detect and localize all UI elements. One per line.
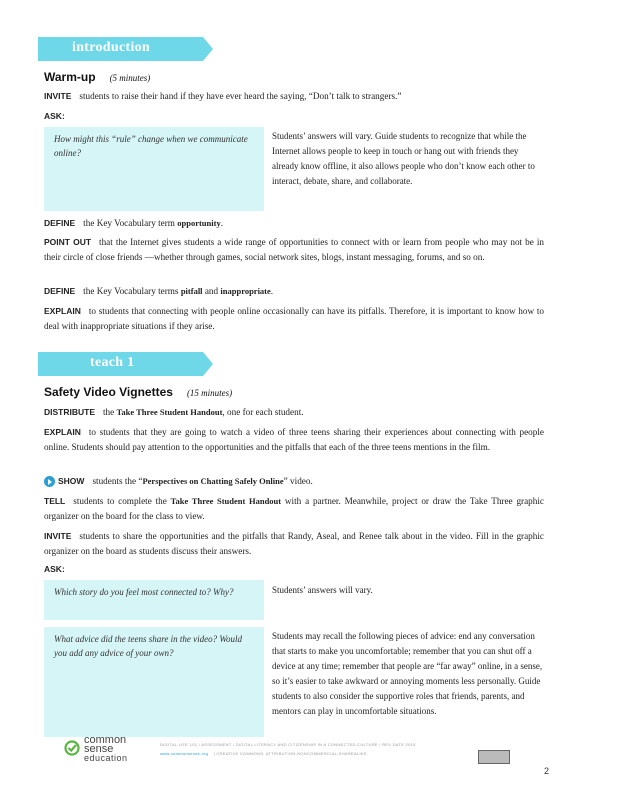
explain-paragraph-2 (44, 425, 544, 455)
footer-license-line (160, 751, 367, 756)
question-text: How might this “rule” change when we communicate online? (54, 134, 248, 158)
vocab-term: inappropriate (220, 286, 271, 296)
keyword: INVITE (44, 531, 72, 541)
vocab-term: opportunity (177, 218, 221, 228)
paragraph-text: to students that they are going to watch a video of three teens sharing their experiences about connecting with people online. Students should pay attention to the opportunities and the pitfalls that each of the three teens mentions in the film. (44, 427, 544, 452)
logo-text: sense (84, 743, 114, 755)
text: students to complete the (73, 496, 167, 506)
keyword: TELL (44, 496, 66, 506)
paragraph-text: that the Internet gives students a wide range of opportunities to connect with or learn from people who may not be in their circle of close friends —whether through games, social network sites, blogs, instant messaging, forums, and so on. (44, 237, 545, 262)
text: students the “ (92, 476, 143, 486)
banner-title: introduction (72, 40, 151, 55)
answer-text: Students’ answers will vary. (272, 585, 373, 595)
text: , one for each student. (222, 407, 304, 417)
teach-duration: (15 minutes) (186, 388, 233, 398)
distribute-paragraph (44, 405, 544, 420)
section-banner-teach (38, 352, 203, 376)
question-text: Which story do you feel most connected to? Why? (54, 587, 234, 597)
handout-term: Take Three Student Handout (170, 496, 282, 506)
paragraph-text: to students that connecting with people online occasionally can have its pitfalls. Therefore, it is important to know how to deal with inappropriate situations if they arise. (44, 306, 544, 331)
handout-term: Take Three Student Handout (116, 407, 223, 417)
paragraph-text: students to share the opportunities and the pitfalls that Randy, Aseal, and Renee talk about in the video. Fill in the graphic organizer on the board as students discuss their answers. (44, 531, 544, 556)
footer-license: | CREATIVE COMMONS: ATTRIBUTION-NONCOMMERCIAL-SHAREALIKE (213, 751, 367, 756)
keyword: DEFINE (44, 286, 76, 296)
creative-commons-badge-icon (478, 750, 510, 764)
footer-course-line: DIGITAL LIFE 101 / ASSESSMENT / DIGITAL LITERACY AND CITIZENSHIP IN A CONNECTED CULTURE / REV DATE 2015 (160, 742, 416, 747)
question-text: What advice did the teens share in the video? Would you add any advice of your own? (54, 634, 243, 658)
keyword: SHOW (58, 476, 85, 486)
text: with a partner. Meanwhile, project or draw the Take Three graphic organizer on the board for the class to view. (44, 496, 544, 521)
ask-label: ASK: (44, 111, 65, 121)
checkmark-logo-icon (64, 740, 80, 756)
warmup-title: Warm-up (44, 70, 96, 84)
footer-url[interactable]: www.commonsense.org (160, 751, 209, 756)
vocab-term: pitfall (180, 286, 203, 296)
keyword: INVITE (44, 91, 72, 101)
text: ” video. (283, 476, 313, 486)
question-box (44, 580, 264, 620)
invite-paragraph-2 (44, 529, 544, 559)
page-number: 2 (544, 766, 550, 776)
paragraph-text: students to raise their hand if they have ever heard the saying, “Don’t talk to strangers.” (79, 91, 402, 101)
keyword: POINT OUT (44, 237, 92, 247)
text: the Key Vocabulary terms (83, 286, 179, 296)
text: . (220, 218, 223, 228)
banner-title: teach 1 (90, 355, 135, 370)
keyword: DISTRIBUTE (44, 407, 95, 417)
text: the (103, 407, 115, 417)
point-out-paragraph (44, 235, 544, 265)
keyword: EXPLAIN (44, 306, 81, 316)
logo-text: common (84, 734, 127, 746)
teach-heading (44, 385, 232, 399)
ask-label: ASK: (44, 564, 65, 574)
question-box (44, 127, 264, 211)
common-sense-logo (64, 736, 144, 772)
question-box (44, 627, 264, 737)
define-paragraph (44, 216, 544, 231)
answer-text: Students may recall the following pieces of advice: end any conversation that starts to make you uncomfortable; remember that you can shut off a device at any time; remember that people are “far away” online, in a sense, so it’s easier to take awkward or annoying moments less personally. Guide students to also consider the supportive roles that friends, parents, and mentors can play in uncomfortable situations. (272, 631, 543, 716)
warmup-duration: (5 minutes) (109, 73, 151, 83)
warmup-heading (44, 70, 150, 84)
logo-text: education (84, 753, 128, 763)
section-banner-introduction (38, 37, 203, 61)
text: the Key Vocabulary term (83, 218, 175, 228)
define-paragraph-2 (44, 284, 544, 299)
play-video-icon[interactable] (44, 476, 55, 487)
show-paragraph (44, 474, 544, 489)
invite-paragraph (44, 89, 544, 104)
keyword: DEFINE (44, 218, 76, 228)
text: . (270, 286, 274, 296)
answer-text: Students’ answers will vary. Guide students to recognize that while the Internet allows people to keep in touch or hang out with friends they already know offline, it also allows people who don’t know each other to interact, debate, share, and collaborate. (272, 131, 535, 186)
tell-paragraph (44, 494, 544, 524)
explain-paragraph (44, 304, 544, 334)
text: and (204, 286, 219, 296)
keyword: EXPLAIN (44, 427, 81, 437)
teach-title: Safety Video Vignettes (44, 385, 173, 399)
video-title[interactable]: Perspectives on Chatting Safely Online (142, 476, 284, 486)
